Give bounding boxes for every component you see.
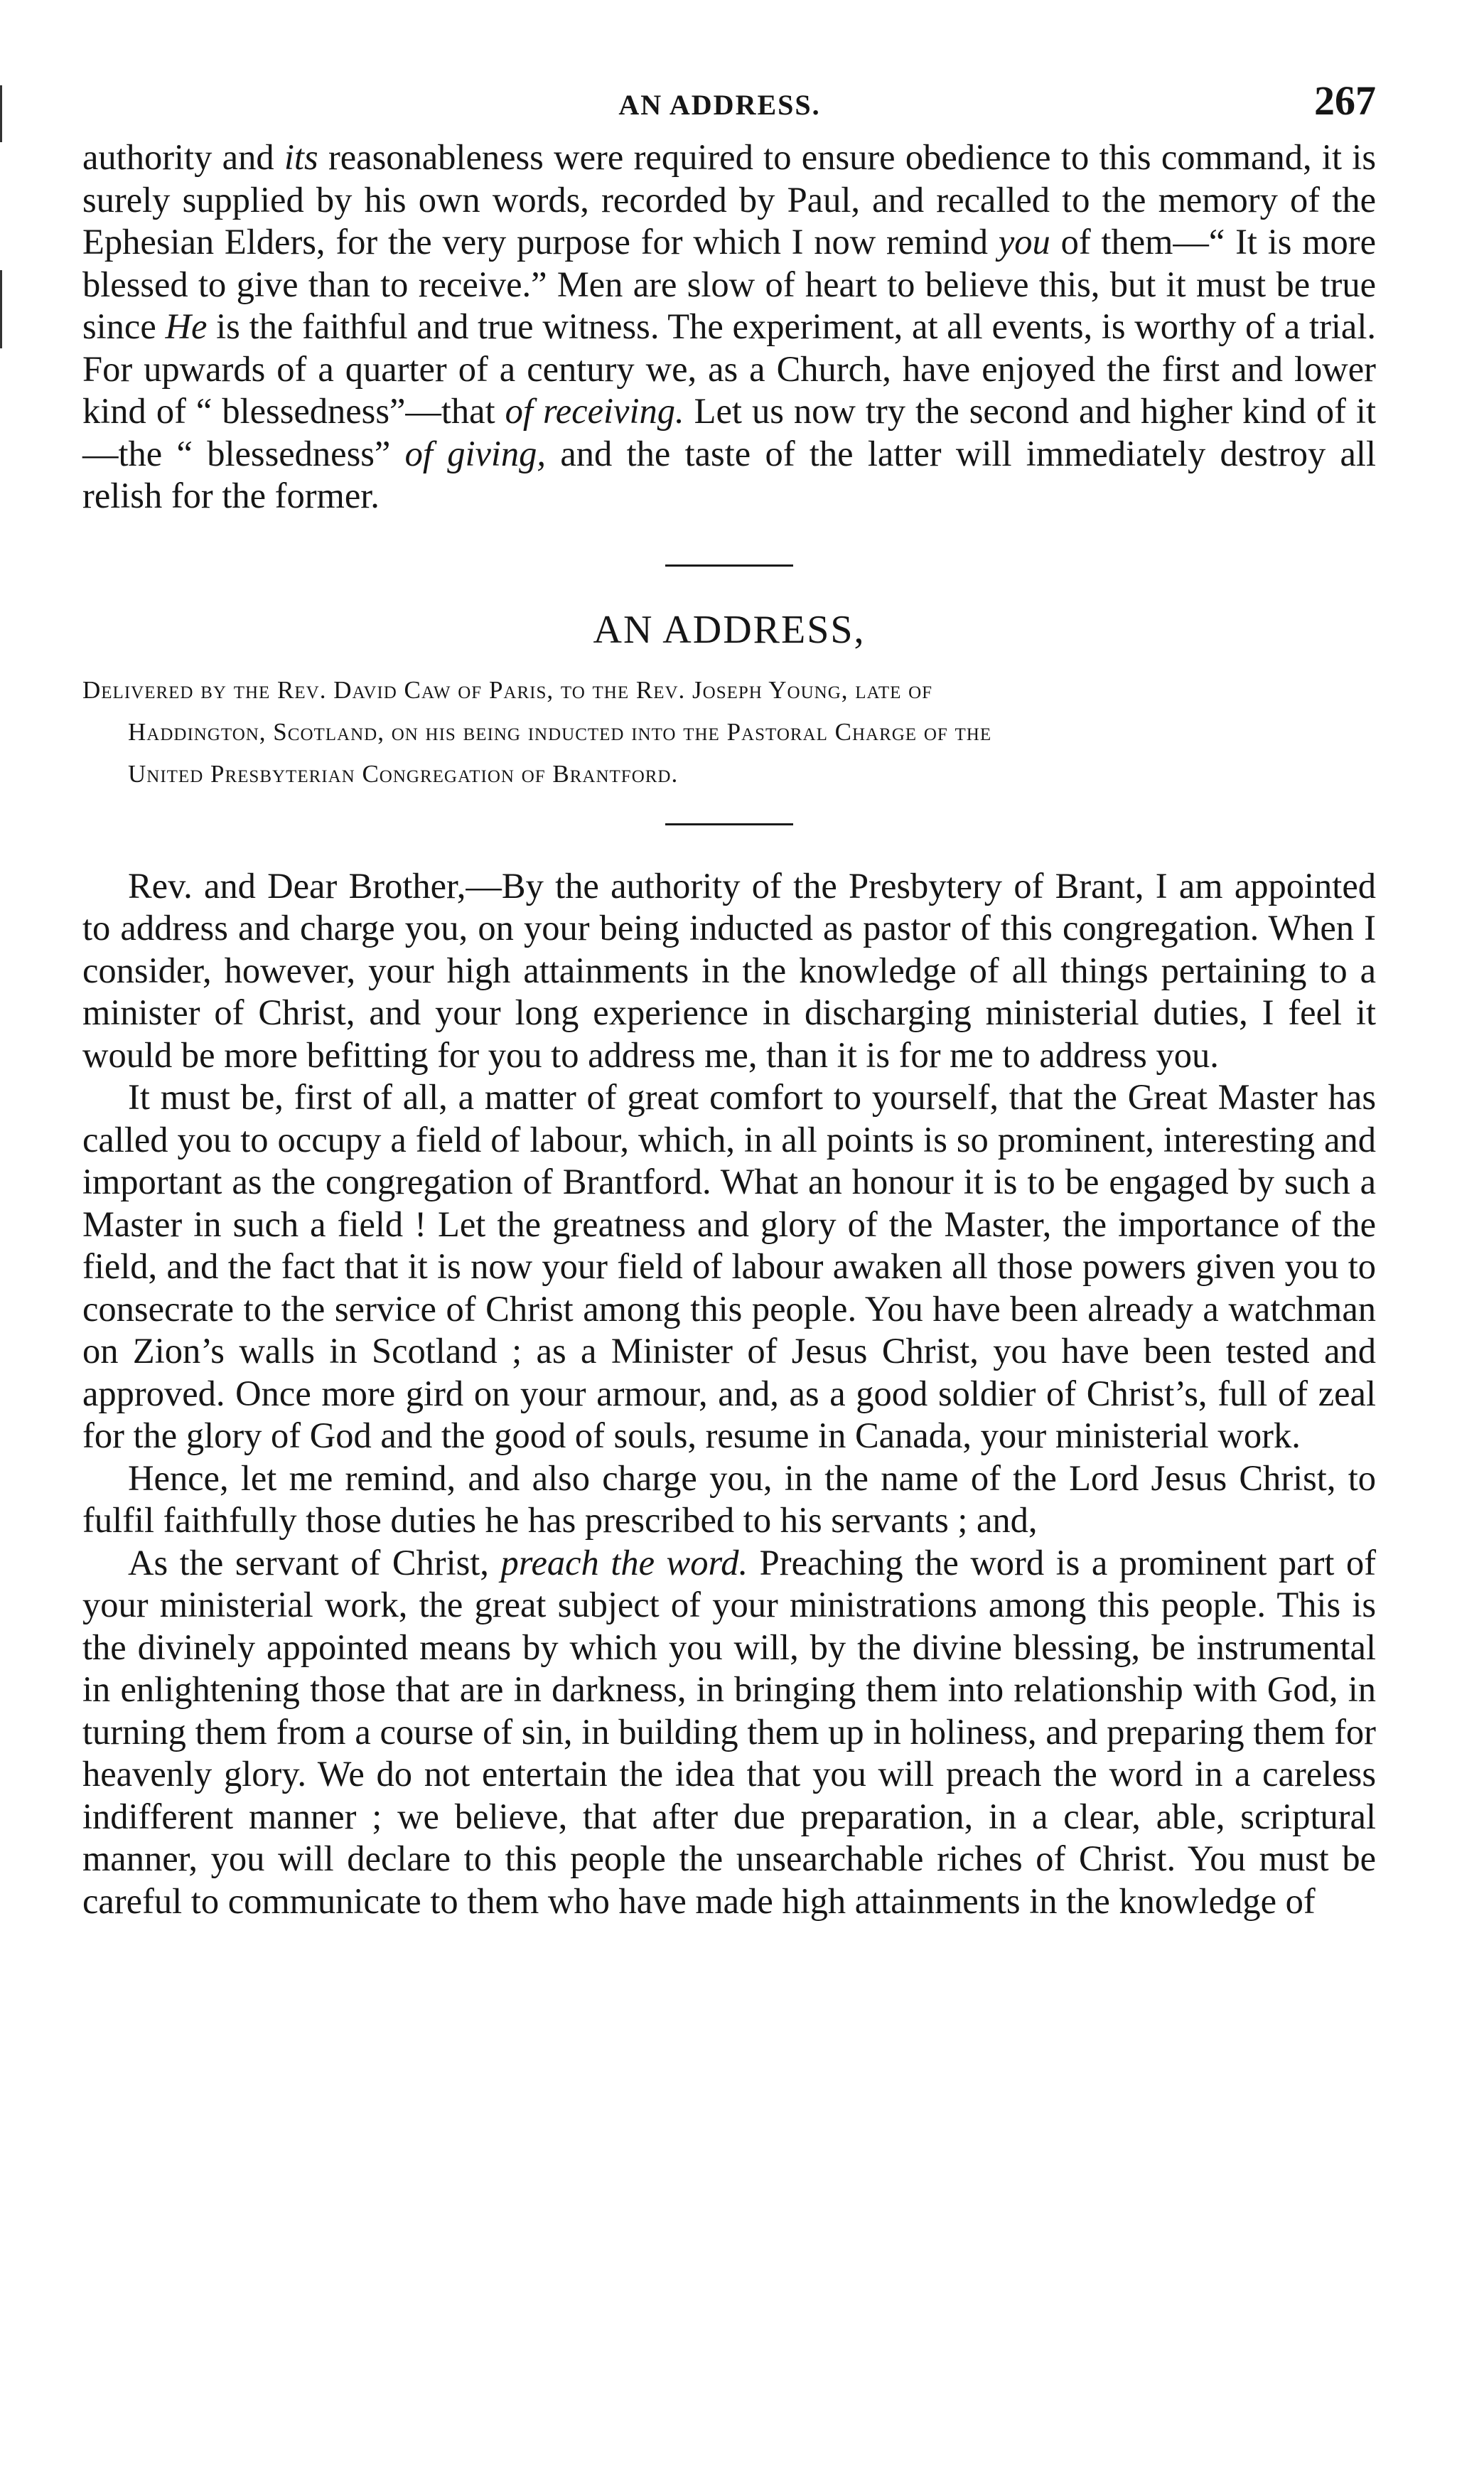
continuation-paragraph — [82, 137, 1376, 518]
text-run: As the servant of Christ, — [128, 1542, 501, 1583]
scan-margin-mark — [0, 270, 2, 348]
text-run: of them—“ It is more blessed to give than to receive.” Men are slow of heart to believe this, but it must be true since — [82, 222, 1376, 346]
section-divider — [665, 823, 793, 825]
book-page — [82, 77, 1376, 1922]
running-title: AN ADDRESS. — [618, 89, 821, 121]
text-run: Preaching the word is a prominent part of your ministerial work, the great subject of your ministrations among this people. This is the divinely appointed means by which you will, by the divine blessing, be instrumental in enlightening those that are in darkness, in bringing them into relationship with God, in turning them from a course of sin, in building them up in holiness, and preparing them for heavenly glory. We do not entertain the idea that you will preach the word in a careless indifferent manner ; we believe, that after due preparation, in a clear, able, scriptural manner, you will declare to this people the unsearchable riches of Christ. You must be careful to communicate to them who have made high attainments in the knowledge of — [82, 1542, 1377, 1921]
text-run: Let us now try the second and higher kind of it—the “ blessedness” — [82, 391, 1376, 473]
body-paragraph: It must be, first of all, a matter of great comfort to yourself, that the Great Master has called you to occupy a field of labour, which, in all points is so prominent, interesting and important as the congregation of Brantford. What an honour it is to be engaged by such a Master in such a field ! Let the greatness and glory of the Master, the importance of the field, and the fact that it is now your field of labour awaken all those powers given you to consecrate to the service of Christ among this people. You have been already a watchman on Zion’s walls in Scotland ; as a Minister of Jesus Christ, you have been tested and approved. Once more gird on your armour, and, as a good soldier of Christ’s, full of zeal for the glory of God and the good of souls, resume in Canada, your ministerial work. — [82, 1077, 1376, 1455]
section-heading: AN ADDRESS, — [593, 607, 866, 652]
body-paragraph: Hence, let me remind, and also charge you, in the name of the Lord Jesus Christ, to fulfil faithfully those duties he has prescribed to his servants ; and, — [82, 1457, 1376, 1540]
body-paragraph — [82, 1542, 1376, 1923]
subheading-line: Haddington, Scotland, on his being inducted into the Pastoral Charge of the — [128, 717, 992, 746]
page-number: 267 — [1314, 77, 1376, 124]
scan-margin-mark — [0, 85, 2, 142]
italic-run: of receiving. — [505, 391, 684, 431]
subheading-line: United Presbyterian Congregation of Brantford. — [128, 759, 679, 788]
text-run: is the faithful and true witness. The experiment, at all events, is worthy of a trial. For upwards of a quarter of a century we, as a Church, have enjoyed the first and lower kind of “ blessedness”—that — [82, 306, 1376, 431]
italic-run: He — [165, 306, 208, 346]
text-run: and the taste of the latter will immediately destroy all relish for the former. — [82, 433, 1376, 515]
italic-run: preach the word. — [500, 1542, 748, 1583]
subheading-line: Delivered by the Rev. David Caw of Paris, to the Rev. Joseph Young, late of — [82, 675, 933, 704]
italic-run: of giving, — [404, 433, 547, 473]
running-head — [82, 77, 1376, 137]
body-paragraph: Rev. and Dear Brother,—By the authority of the Presbytery of Brant, I am appointed to address and charge you, on your being inducted as pastor of this congregation. When I consider, however, your high attainments in the knowledge of all things pertaining to a minister of Christ, and your long experience in discharging ministerial duties, I feel it would be more befitting for you to address me, than it is for me to address you. — [82, 865, 1376, 1075]
italic-run: you — [998, 222, 1050, 262]
italic-run: its — [284, 137, 318, 177]
section-subheading — [82, 669, 1376, 795]
text-run: authority and — [82, 137, 284, 177]
text-run: reasonableness were required to ensure obedience to this command, it is surely supplied by his own words, recorded by Paul, and recalled to the memory of the Ephesian Elders, for the very purpose for which I now remind — [82, 137, 1376, 262]
section-divider — [665, 564, 793, 567]
